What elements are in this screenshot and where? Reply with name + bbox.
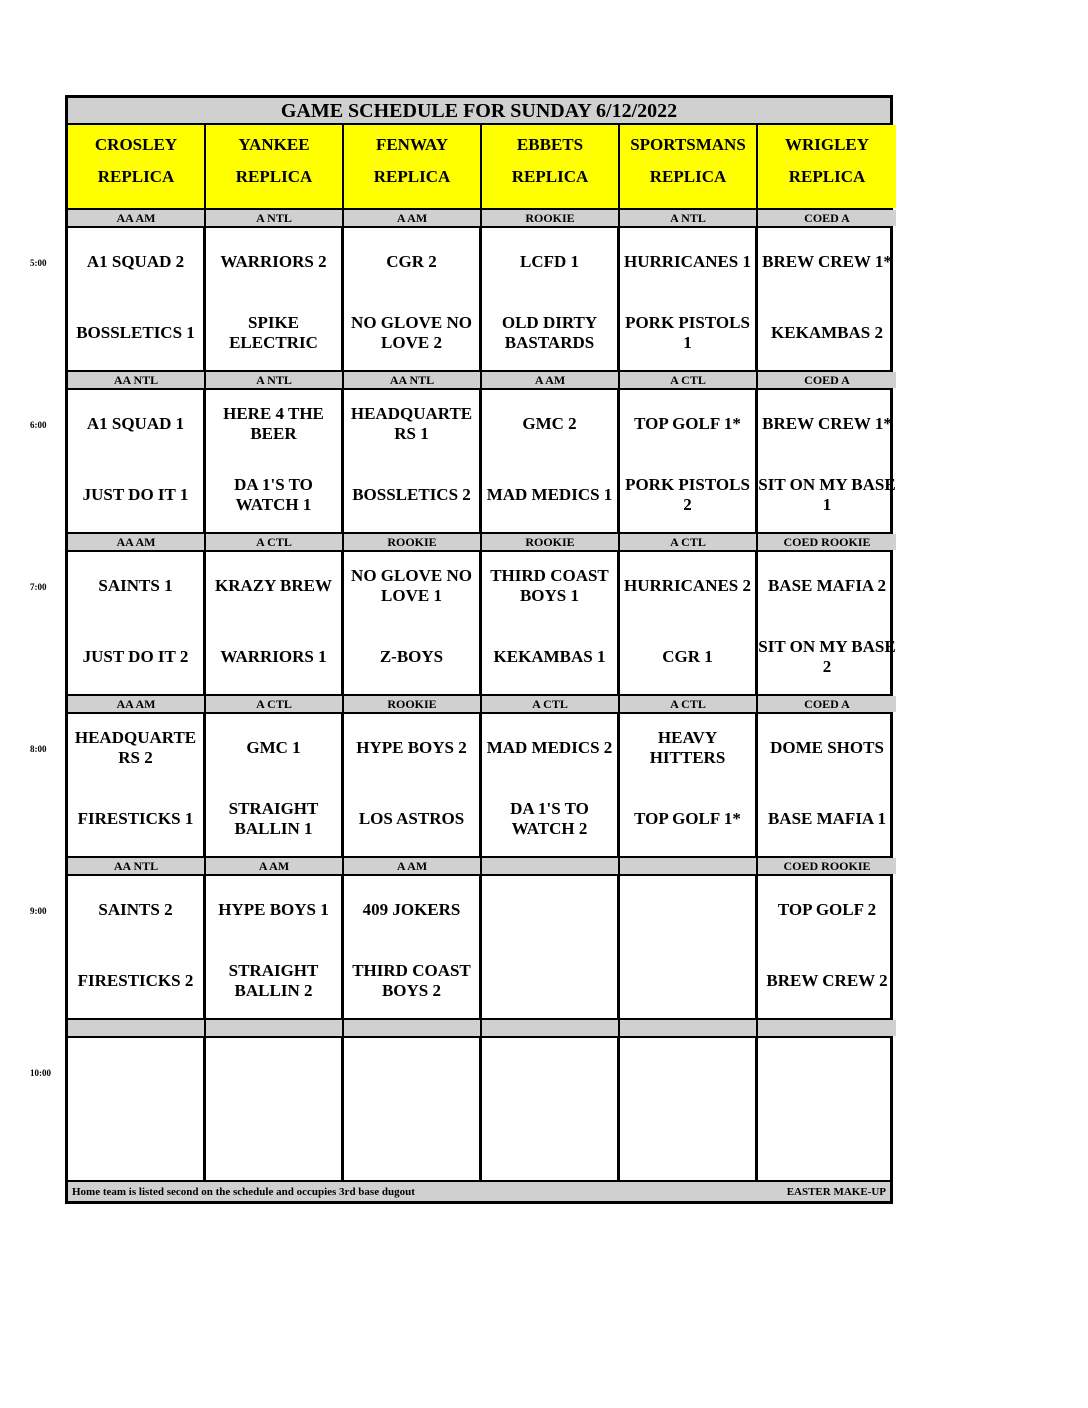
game-cell [206, 390, 344, 532]
home-team: DA 1'S TO WATCH 1 [234, 475, 313, 514]
away-team: WARRIORS 2 [220, 252, 327, 271]
time-label: 10:00 [30, 1068, 51, 1078]
game-cell [68, 1038, 206, 1180]
game-cell [758, 552, 896, 694]
away-team [344, 1050, 479, 1094]
field-header [758, 125, 896, 208]
game-cell [206, 552, 344, 694]
game-cell [620, 390, 758, 532]
division-label: A CTL [206, 534, 344, 550]
field-header [620, 125, 758, 208]
away-team: GMC 2 [522, 414, 577, 433]
field-header [344, 125, 482, 208]
away-team: BASE MAFIA 2 [767, 576, 887, 595]
home-team: SPIKE ELECTRIC [229, 313, 318, 352]
away-team: TOP GOLF 2 [777, 900, 877, 919]
division-label [758, 1020, 896, 1036]
footer-right: EASTER MAKE-UP [786, 1185, 886, 1198]
division-row [65, 856, 893, 876]
field-sub: REPLICA [97, 167, 175, 186]
away-team: MAD MEDICS 2 [486, 738, 613, 757]
division-label: A CTL [620, 696, 758, 712]
division-label: A CTL [620, 534, 758, 550]
away-team: HEADQUARTE RS 1 [350, 404, 473, 443]
home-team: BASE MAFIA 1 [767, 809, 887, 828]
game-cell [620, 714, 758, 856]
division-label: COED ROOKIE [758, 858, 896, 874]
field-name: CROSLEY [94, 135, 178, 154]
division-label: AA NTL [68, 372, 206, 388]
game-row [65, 228, 893, 370]
footer-note: Home team is listed second on the schedule and occupies 3rd base dugout [72, 1185, 415, 1198]
game-cell [68, 228, 206, 370]
division-label: A NTL [620, 210, 758, 226]
home-team: SIT ON MY BASE 1 [758, 475, 896, 514]
away-team: SAINTS 1 [98, 576, 173, 595]
division-label: COED A [758, 372, 896, 388]
away-team: CGR 2 [386, 252, 437, 271]
field-sub: REPLICA [788, 167, 866, 186]
away-team [620, 1050, 755, 1094]
time-label: 8:00 [30, 744, 47, 754]
away-team: HURRICANES 1 [623, 252, 752, 271]
game-cell [758, 1038, 896, 1180]
game-cell [482, 228, 620, 370]
game-cell [206, 228, 344, 370]
field-name: SPORTSMANS [630, 135, 746, 154]
away-team: HERE 4 THE BEER [223, 404, 324, 443]
home-team [68, 1121, 203, 1165]
field-sub: REPLICA [235, 167, 313, 186]
division-row [65, 532, 893, 552]
game-row [65, 390, 896, 532]
home-team: FIRESTICKS 1 [77, 809, 194, 828]
division-label: A CTL [206, 696, 344, 712]
away-team: BREW CREW 1* [762, 414, 892, 433]
division-label [620, 858, 758, 874]
field-sub: REPLICA [373, 167, 451, 186]
division-label [206, 1020, 344, 1036]
division-label: ROOKIE [482, 210, 620, 226]
game-cell [758, 390, 896, 532]
away-team: HEADQUARTE RS 2 [74, 728, 197, 767]
time-slots [65, 208, 896, 1180]
game-cell [206, 714, 344, 856]
home-team: KEKAMBAS 1 [493, 647, 606, 666]
time-label: 5:00 [30, 258, 47, 268]
game-row [65, 552, 896, 694]
division-label: ROOKIE [344, 696, 482, 712]
division-label: AA AM [68, 696, 206, 712]
home-team: BOSSLETICS 1 [76, 323, 195, 342]
home-team: SIT ON MY BASE 2 [758, 637, 896, 676]
game-cell [206, 1038, 344, 1180]
home-team: KEKAMBAS 2 [771, 323, 883, 342]
away-team [758, 1050, 896, 1094]
game-cell [68, 876, 206, 1018]
home-team: LOS ASTROS [358, 809, 465, 828]
division-row [65, 370, 893, 390]
home-team: TOP GOLF 1* [634, 809, 741, 828]
time-label: 6:00 [30, 420, 47, 430]
division-label: COED A [758, 210, 896, 226]
away-team: HYPE BOYS 2 [356, 738, 467, 757]
game-cell [344, 1038, 482, 1180]
field-name: YANKEE [238, 135, 310, 154]
home-team: PORK PISTOLS 2 [625, 475, 750, 514]
game-cell [482, 714, 620, 856]
game-cell [344, 228, 482, 370]
game-cell [482, 390, 620, 532]
field-header [482, 125, 620, 208]
division-label: A CTL [620, 372, 758, 388]
schedule-title: GAME SCHEDULE FOR SUNDAY 6/12/2022 [65, 95, 893, 125]
schedule-footer [65, 1180, 893, 1204]
field-sub: REPLICA [511, 167, 589, 186]
home-team: CGR 1 [662, 647, 713, 666]
field-name: FENWAY [375, 135, 449, 154]
home-team: BOSSLETICS 2 [352, 485, 471, 504]
division-label: ROOKIE [344, 534, 482, 550]
game-cell [482, 1038, 620, 1180]
field-name: WRIGLEY [784, 135, 870, 154]
away-team: GMC 1 [246, 738, 301, 757]
game-cell [344, 876, 482, 1018]
home-team: Z-BOYS [379, 647, 444, 666]
home-team: BREW CREW 2 [766, 971, 888, 990]
field-header [68, 125, 206, 208]
home-team [206, 1121, 341, 1165]
away-team: HURRICANES 2 [623, 576, 752, 595]
division-label: AA NTL [68, 858, 206, 874]
home-team: JUST DO IT 1 [82, 485, 189, 504]
home-team [344, 1121, 479, 1165]
game-row [65, 714, 893, 856]
away-team: LCFD 1 [519, 252, 580, 271]
away-team: TOP GOLF 1* [634, 414, 741, 433]
field-sub: REPLICA [649, 167, 727, 186]
away-team: A1 SQUAD 1 [86, 414, 185, 433]
game-cell [620, 228, 758, 370]
division-label: AA NTL [344, 372, 482, 388]
away-team: HEAVY HITTERS [649, 728, 726, 767]
game-cell [758, 876, 896, 1018]
division-label: COED A [758, 696, 896, 712]
away-team [482, 1050, 617, 1094]
game-cell [68, 552, 206, 694]
game-cell [482, 876, 620, 1018]
game-cell [344, 714, 482, 856]
game-cell [344, 552, 482, 694]
division-label: AA AM [68, 534, 206, 550]
game-cell [206, 876, 344, 1018]
division-row [65, 1018, 893, 1038]
division-label [482, 1020, 620, 1036]
field-header [206, 125, 344, 208]
division-label: AA AM [68, 210, 206, 226]
away-team [482, 888, 617, 932]
home-team: STRAIGHT BALLIN 2 [228, 961, 319, 1000]
division-label [620, 1020, 758, 1036]
away-team: HYPE BOYS 1 [218, 900, 329, 919]
home-team: FIRESTICKS 2 [77, 971, 194, 990]
game-row [65, 876, 893, 1018]
home-team: JUST DO IT 2 [82, 647, 189, 666]
division-row [65, 208, 893, 228]
home-team [620, 959, 755, 1003]
away-team: 409 JOKERS [362, 900, 461, 919]
game-cell [344, 390, 482, 532]
field-name: EBBETS [516, 135, 584, 154]
division-label: ROOKIE [482, 534, 620, 550]
away-team: SAINTS 2 [98, 900, 173, 919]
game-cell [758, 228, 896, 370]
division-label: A NTL [206, 372, 344, 388]
division-label [68, 1020, 206, 1036]
game-cell [68, 714, 206, 856]
schedule-sheet [65, 95, 896, 1204]
home-team: STRAIGHT BALLIN 1 [228, 799, 319, 838]
home-team: OLD DIRTY BASTARDS [501, 313, 598, 352]
division-label: A AM [344, 210, 482, 226]
away-team: THIRD COAST BOYS 1 [490, 566, 609, 605]
game-row [65, 1038, 893, 1180]
game-cell [620, 1038, 758, 1180]
division-label: A AM [482, 372, 620, 388]
division-label: A CTL [482, 696, 620, 712]
home-team [482, 1121, 617, 1165]
home-team: DA 1'S TO WATCH 2 [510, 799, 589, 838]
away-team [620, 888, 755, 932]
home-team [620, 1121, 755, 1165]
division-label: A AM [344, 858, 482, 874]
division-label [344, 1020, 482, 1036]
time-label: 9:00 [30, 906, 47, 916]
away-team: KRAZY BREW [215, 576, 332, 595]
game-cell [620, 876, 758, 1018]
division-row [65, 694, 893, 714]
division-label: COED ROOKIE [758, 534, 896, 550]
division-label: A AM [206, 858, 344, 874]
home-team [758, 1121, 896, 1165]
home-team [482, 959, 617, 1003]
time-label: 7:00 [30, 582, 47, 592]
home-team: NO GLOVE NO LOVE 2 [351, 313, 472, 352]
away-team: BREW CREW 1* [762, 252, 892, 271]
away-team: DOME SHOTS [770, 738, 884, 757]
field-header-row [65, 125, 893, 208]
game-cell [68, 390, 206, 532]
game-cell [620, 552, 758, 694]
division-label [482, 858, 620, 874]
away-team [206, 1050, 341, 1094]
home-team: MAD MEDICS 1 [486, 485, 613, 504]
away-team: A1 SQUAD 2 [86, 252, 185, 271]
away-team [68, 1050, 203, 1094]
game-cell [482, 552, 620, 694]
away-team: NO GLOVE NO LOVE 1 [351, 566, 472, 605]
home-team: PORK PISTOLS 1 [625, 313, 750, 352]
home-team: WARRIORS 1 [220, 647, 327, 666]
home-team: THIRD COAST BOYS 2 [352, 961, 471, 1000]
game-cell [758, 714, 896, 856]
division-label: A NTL [206, 210, 344, 226]
